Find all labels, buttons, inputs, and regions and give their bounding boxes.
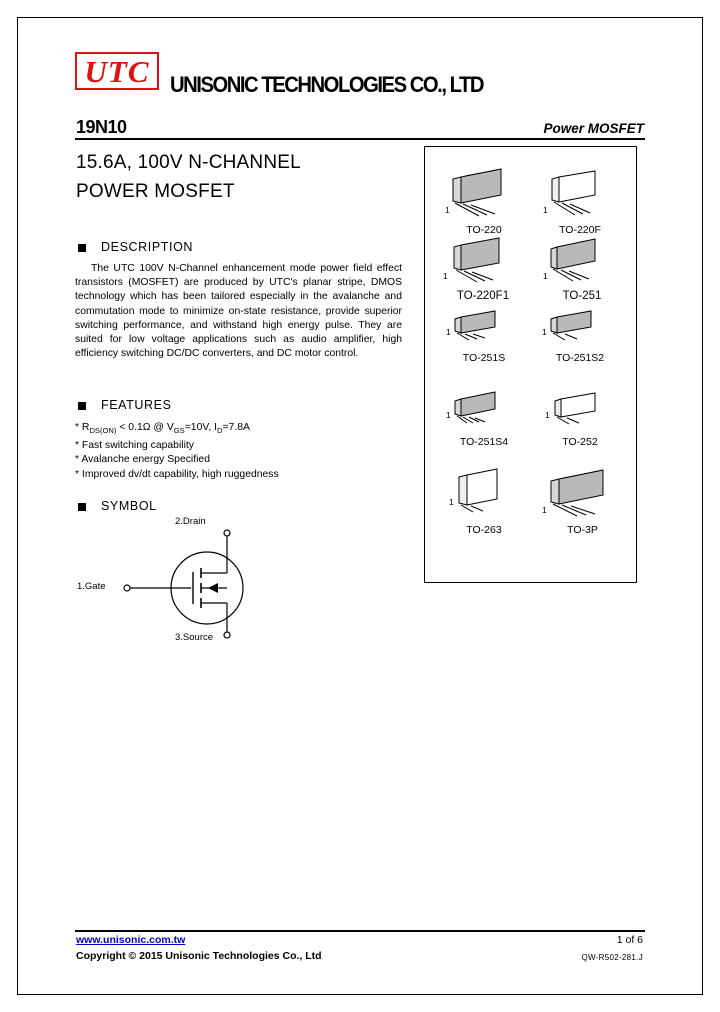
package-label: TO-220F1 bbox=[456, 290, 510, 302]
part-number: 19N10 bbox=[76, 117, 127, 137]
package-label: TO-251S4 bbox=[459, 436, 509, 448]
pin1-marker: 1 bbox=[446, 410, 451, 420]
package-to-220f1 bbox=[435, 235, 531, 302]
page-title-line1: 15.6A, 100V N-CHANNEL bbox=[76, 152, 301, 173]
features-bullet-icon bbox=[78, 402, 86, 410]
pin1-marker: 1 bbox=[443, 271, 448, 281]
package-to-251s2 bbox=[535, 307, 625, 364]
pin1-marker: 1 bbox=[445, 205, 450, 215]
pin1-marker: 1 bbox=[542, 327, 547, 337]
to-251-icon bbox=[537, 235, 627, 285]
list-item: * Fast switching capability bbox=[75, 439, 194, 451]
description-heading: DESCRIPTION bbox=[101, 240, 194, 254]
pin1-marker: 1 bbox=[446, 327, 451, 337]
mosfet-symbol-svg bbox=[75, 520, 405, 650]
package-label: TO-263 bbox=[466, 524, 502, 536]
page-title-line2: POWER MOSFET bbox=[76, 181, 235, 202]
to-3p-icon bbox=[535, 467, 630, 519]
list-item: * Improved dv/dt capability, high ruggedness bbox=[75, 468, 279, 480]
pin1-marker: 1 bbox=[542, 505, 547, 515]
footer-page-number: 1 of 6 bbox=[616, 934, 643, 946]
symbol-pin-gate-label: 1.Gate bbox=[77, 581, 106, 592]
package-to-251s4 bbox=[439, 389, 529, 448]
to-220f-icon bbox=[535, 165, 625, 219]
to-220-icon bbox=[439, 165, 529, 219]
package-label: TO-252 bbox=[562, 436, 598, 448]
description-text: The UTC 100V N-Channel enhancement mode power field effect transistors (MOSFET) are produced by UTC's planar stripe, DMOS technology which has been tailored especially in the avalanche and commutation mode to minimize on-state resistance, provide superior switching performance, and withstand high energy pulse. They are suited for low voltage applications such as audio amplifier, high efficiency switching DC/DC converters, and DC motor control. bbox=[75, 263, 402, 360]
pin1-marker: 1 bbox=[449, 497, 454, 507]
description-body bbox=[75, 262, 402, 361]
list-item: * Avalanche energy Specified bbox=[75, 454, 210, 466]
footer-website-link[interactable]: www.unisonic.com.tw bbox=[76, 934, 186, 946]
utc-logo-text: UTC bbox=[84, 53, 150, 89]
footer-copyright: Copyright © 2015 Unisonic Technologies Co., Ltd bbox=[76, 950, 322, 962]
features-heading: FEATURES bbox=[101, 398, 172, 412]
package-label: TO-3P bbox=[567, 524, 598, 536]
package-label: TO-251S2 bbox=[555, 352, 605, 364]
utc-logo bbox=[75, 52, 159, 90]
to-220f1-icon bbox=[435, 235, 531, 285]
package-outline-box bbox=[424, 146, 637, 583]
package-to-220 bbox=[439, 165, 529, 236]
to-263-icon bbox=[439, 467, 529, 519]
package-to-251s bbox=[439, 307, 529, 364]
package-label: TO-251S bbox=[462, 352, 506, 364]
mosfet-symbol-diagram bbox=[75, 516, 405, 650]
package-to-3p bbox=[535, 467, 630, 536]
to-251s-icon bbox=[439, 307, 529, 347]
symbol-pin-source-label: 3.Source bbox=[175, 632, 214, 643]
list-item: * $R_{DS(ON)} < 0.1\Omega$ @ $V_{GS}=10V$, $I_D=7.8A$ bbox=[75, 422, 250, 436]
symbol-pin-drain-label: 2.Drain bbox=[175, 516, 206, 527]
company-name: UNISONIC TECHNOLOGIES CO., LTD bbox=[170, 72, 484, 97]
package-to-263 bbox=[439, 467, 529, 536]
package-label: TO-251 bbox=[562, 290, 602, 302]
description-bullet-icon bbox=[78, 244, 86, 252]
header-divider bbox=[75, 138, 645, 140]
document-type: Power MOSFET bbox=[543, 121, 644, 136]
package-to-252 bbox=[535, 389, 625, 448]
package-to-251 bbox=[537, 235, 627, 302]
pin1-marker: 1 bbox=[545, 410, 550, 420]
package-to-220f bbox=[535, 165, 625, 236]
symbol-heading: SYMBOL bbox=[101, 499, 157, 513]
to-251s2-icon bbox=[535, 307, 625, 347]
pin1-marker: 1 bbox=[543, 205, 548, 215]
features-list bbox=[75, 421, 405, 482]
footer-document-code: QW-R502-281.J bbox=[581, 953, 643, 962]
symbol-bullet-icon bbox=[78, 503, 86, 511]
package-label: TO-220 bbox=[466, 224, 502, 236]
pin1-marker: 1 bbox=[543, 271, 548, 281]
footer-divider bbox=[75, 930, 645, 932]
package-label: TO-220F bbox=[559, 224, 601, 236]
to-251s4-icon bbox=[439, 389, 529, 431]
